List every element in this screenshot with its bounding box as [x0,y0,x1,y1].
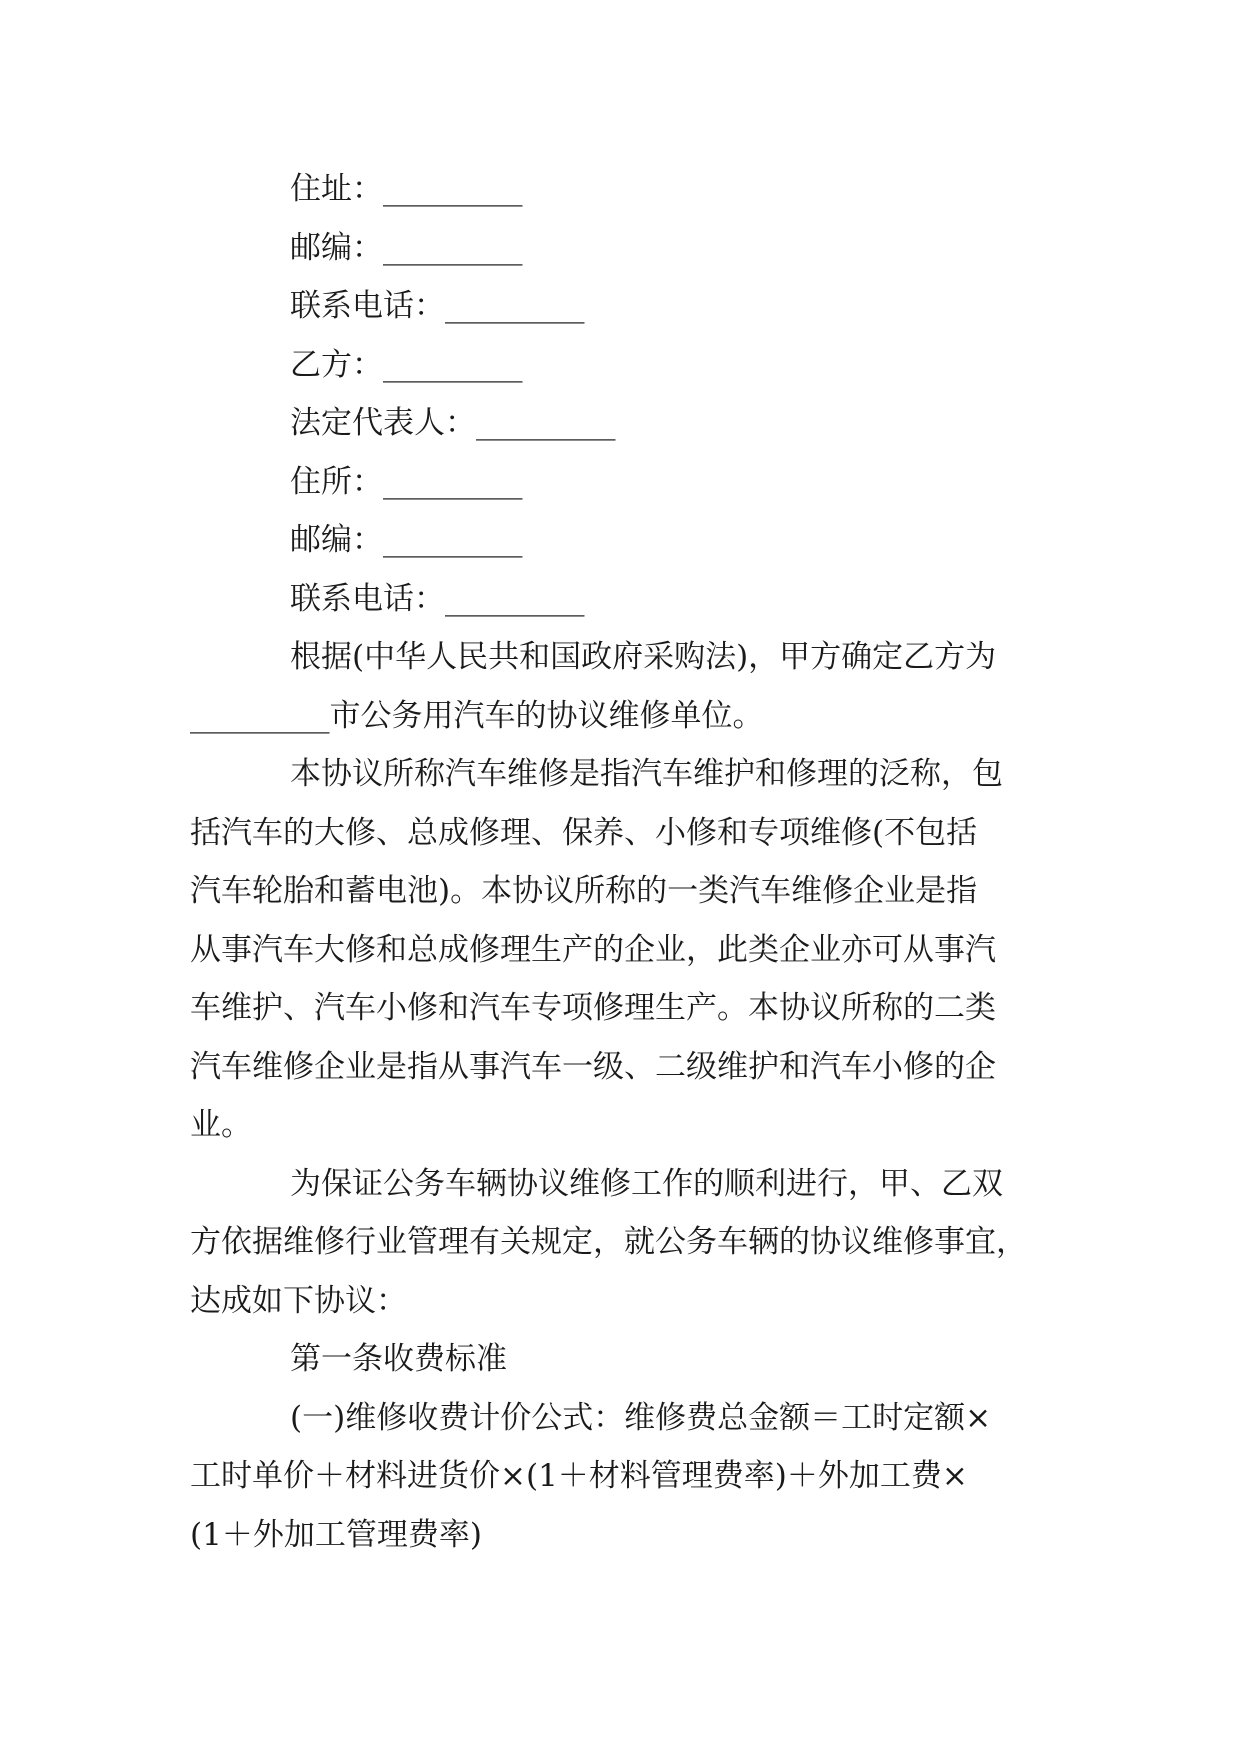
paragraph-basis-line: 根据(中华人民共和国政府采购法)，甲方确定乙方为 [290,639,997,675]
paragraph-basis-line: _________市公务用汽车的协议维修单位。 [190,697,764,734]
postcode-field: 邮编：_________ [290,229,523,266]
paragraph-definition-line: 括汽车的大修、总成修理、保养、小修和专项维修(不包括 [190,814,978,851]
paragraph-purpose-line: 方依据维修行业管理有关规定，就公务车辆的协议维修事宜， [190,1224,1027,1260]
residence-field: 住所：_________ [290,463,523,500]
paragraph-definition-line: 车维护、汽车小修和汽车专项修理生产。本协议所称的二类 [190,990,996,1026]
paragraph-purpose-line: 达成如下协议： [190,1282,407,1319]
phone-field-b: 联系电话：_________ [290,580,585,617]
paragraph-purpose-line: 为保证公务车辆协议维修工作的顺利进行，甲、乙双 [290,1165,1003,1202]
article-one-title: 第一条收费标准 [290,1341,507,1377]
paragraph-definition-line: 汽车维修企业是指从事汽车一级、二级维护和汽车小修的企 [190,1048,996,1085]
paragraph-fee-formula-line: 工时单价＋材料进货价×(1＋材料管理费率)＋外加工费× [190,1458,968,1494]
paragraph-fee-formula-line: (1＋外加工管理费率) [190,1516,482,1553]
postcode-field-b: 邮编：_________ [290,522,523,558]
paragraph-definition-line: 业。 [190,1107,252,1143]
paragraph-definition-line: 本协议所称汽车维修是指汽车维护和修理的泛称，包 [290,756,1003,792]
legal-representative-field: 法定代表人：_________ [290,405,616,441]
party-b-field: 乙方：_________ [290,346,523,383]
phone-field: 联系电话：_________ [290,288,585,324]
paragraph-definition-line: 汽车轮胎和蓄电池)。本协议所称的一类汽车维修企业是指 [190,873,978,909]
paragraph-fee-formula-line: (一)维修收费计价公式：维修费总金额＝工时定额× [290,1399,992,1436]
address-field: 住址：_________ [290,171,523,207]
paragraph-definition-line: 从事汽车大修和总成修理生产的企业，此类企业亦可从事汽 [190,931,996,968]
document-body [190,160,1050,1564]
